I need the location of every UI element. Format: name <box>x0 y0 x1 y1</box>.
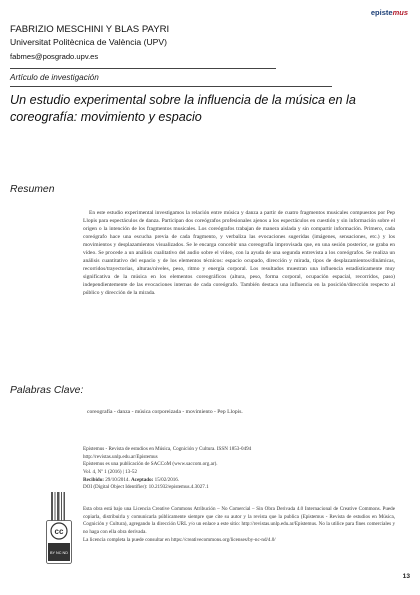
abstract-heading: Resumen <box>10 184 55 195</box>
pub-line: Epistemus es una publicación de SACCoM (www.saccom.org.ar). <box>83 461 218 468</box>
keywords-text: coreografía - danza - música corporeizada - movimiento - Pep Llopis. <box>87 409 243 415</box>
doi-line: DOI (Digital Object Identifier): 10.21932/epistemus.4.3027.1 <box>83 484 209 491</box>
article-type: Artículo de investigación <box>10 73 99 82</box>
cc-label: cc <box>54 527 64 536</box>
keywords-heading: Palabras Clave: <box>10 385 84 396</box>
divider-top <box>10 68 276 69</box>
page-number: 13 <box>402 573 410 580</box>
by-nc-nd-label: BY NC ND <box>49 551 69 555</box>
license-paragraph: Esta obra está bajo una Licencia Creative Commons Atribución – No Comercial – Sin Obra Derivada 4.0 Internacional de Creative Commons. Puede copiarla, distribuirla y comunicarla públicamente siempre que cite su autor y la revista que la publica (Epistemus - Revista de estudios en Música, Cognición y Cultura), agregando la dirección URL y/o un enlace a este sitio: http://revistas.unlp.edu.ar/Epistemus. No la utilice para fines comerciales y no haga con ella obra derivada. <box>83 506 395 536</box>
license-text <box>83 506 395 545</box>
divider-mid <box>10 86 332 87</box>
logo-text-a: episte <box>370 8 393 17</box>
received-label: Recibido: <box>83 476 104 483</box>
pub-line: Epistemus - Revista de estudios en Música, Cognición y Cultura. ISSN 1853-0494 <box>83 446 252 452</box>
accepted-label: Aceptado: <box>131 476 154 483</box>
license-url-line[interactable]: La licencia completa la puede consultar en https://creativecommons.org/licenses/by-nc-nd/4.0/ <box>83 536 276 543</box>
authors: FABRIZIO MESCHINI Y BLAS PAYRI <box>10 24 170 35</box>
affiliation: Universitat Politècnica de València (UPV) <box>10 37 167 47</box>
publication-info <box>83 446 395 492</box>
email: fabmes@posgrado.upv.es <box>10 52 99 61</box>
abstract-paragraph: En este estudio experimental investigamos la relación entre música y danza a partir de cuatro fragmentos musicales compuestos por Pep Llopis para espectáculos de danza. Participan dos coreógrafos profesionales ajenos a los espectáculos en cuestión y sin información sobre el origen o la intención de los fragmentos musicales. Los coreógrafos trabajan de manera aislada y sin compartir información. Primero, cada coreógrafo hace una escucha previa de cada fragmento, y verbaliza las evocaciones sugeridas (imágenes, sensaciones, etc.) y los movimientos y desplazamientos visualizados. Se le encarga concebir una coreografía improvisada que, en una sesión posterior, se graba en vídeo. Se procede a un análisis cualitativo del audio sobre el vídeo, con la ayuda de una segunda entrevista a los coreógrafos. Se realiza un análisis cuantitativo del espacio y de los elementos técnicos: espacio ocupado, dirección y mirada, tipos de desplazamientos/dinámicas, recorridos/trayectorias, alturas/niveles, peso, ritmo y energía corporal. Los resultados muestran una influencia estadísticamente muy significativa de la música en los elementos coreográficos (altura, peso, forma corporal, ocupación espacial, recorridos, paso) independientemente de las evocaciones internas de cada coreógrafo. También destaca una influencia en la posición/dirección respecto al público y dirección de la mirada. <box>83 210 395 296</box>
article-title: Un estudio experimental sobre la influencia de la música en la coreografía: movimiento y espacio <box>10 93 356 124</box>
abstract-body <box>83 210 395 297</box>
cc-license-icon[interactable] <box>46 520 72 564</box>
pub-line: Vol. 4, Nº 1 (2016) | 13-52 <box>83 468 138 475</box>
accepted-date: 15/02/2016. <box>154 476 180 483</box>
pub-line-link[interactable]: http://revistas.unlp.edu.ar/Epistemus <box>83 453 158 460</box>
epistemus-logo <box>371 8 408 17</box>
logo-text-b: mus <box>392 8 408 17</box>
received-date: 29/10/2014. <box>105 476 130 483</box>
